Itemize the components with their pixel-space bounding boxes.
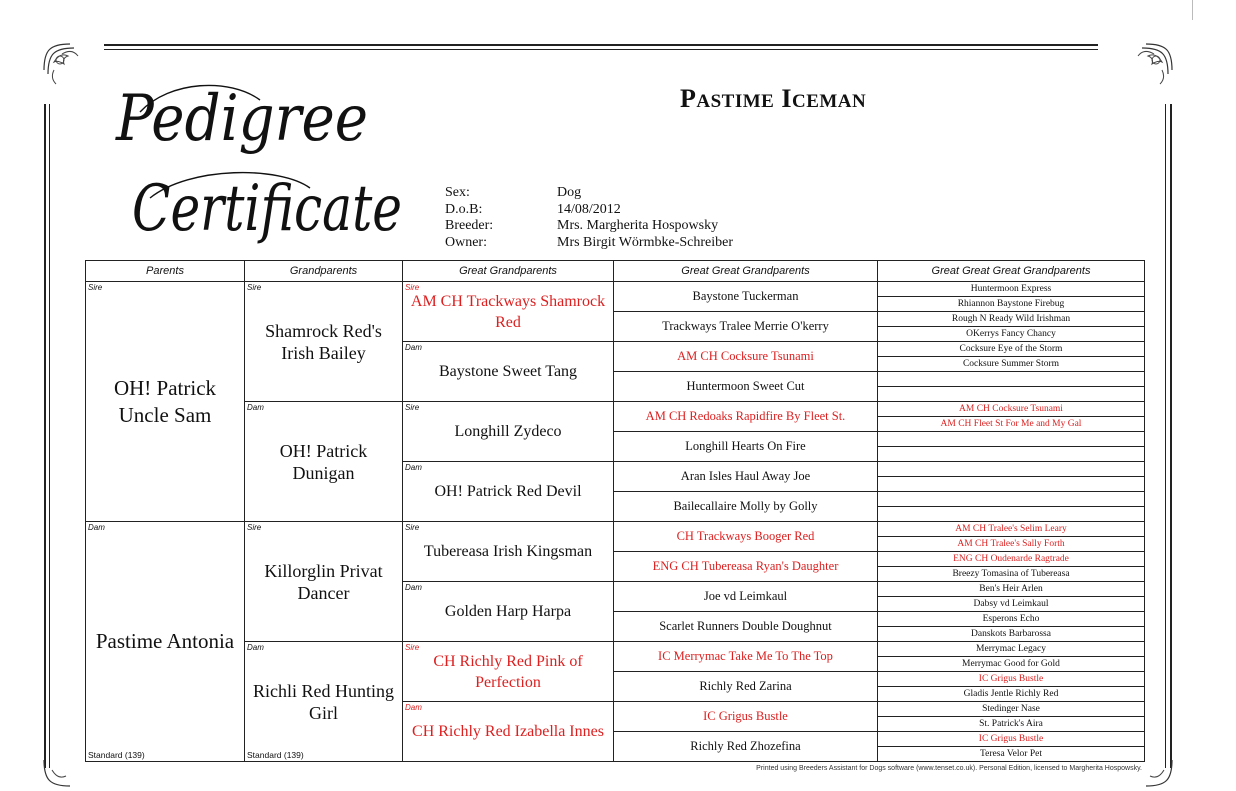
sire-tag: Sire <box>405 403 420 412</box>
great-grandparent-cell <box>403 402 614 462</box>
gg-grandparent-cell-name: ENG CH Tubereasa Ryan's Daughter <box>652 559 839 573</box>
gg-grandparent-cell <box>614 462 878 492</box>
great-grandparent-cell <box>403 642 614 702</box>
ggg-grandparent-cell-name: Cocksure Eye of the Storm <box>959 343 1063 354</box>
gg-grandparent-cell-name: AM CH Redoaks Rapidfire By Fleet St. <box>645 409 846 423</box>
pedigree-header-row <box>86 261 1145 282</box>
script-title-line2: Certificate <box>132 172 402 246</box>
ggg-grandparent-cell <box>878 522 1145 537</box>
parent-cell <box>86 282 245 522</box>
info-row-sex <box>445 185 733 202</box>
corner-ornament-top-right <box>1114 40 1176 102</box>
header-parents: Parents <box>86 261 245 282</box>
standard-label: Standard (139) <box>88 750 145 760</box>
standard-label: Standard (139) <box>247 750 304 760</box>
grandparent-cell-name: Killorglin Privat Dancer <box>264 560 383 603</box>
info-label: Owner: <box>445 234 487 250</box>
ggg-grandparent-cell-name: Breezy Tomasina of Tubereasa <box>952 568 1070 579</box>
ggg-grandparent-cell <box>878 432 1145 447</box>
gg-grandparent-cell-name: IC Grigus Bustle <box>703 709 788 723</box>
ggg-grandparent-cell <box>878 357 1145 372</box>
grandparent-cell <box>245 522 403 642</box>
header-gg-grandparents: Great Great Grandparents <box>614 261 878 282</box>
ggg-grandparent-cell-name: Esperons Echo <box>982 613 1040 624</box>
ggg-grandparent-cell <box>878 672 1145 687</box>
great-grandparent-cell-name: CH Richly Red Izabella Innes <box>412 723 604 740</box>
ggg-grandparent-cell <box>878 552 1145 567</box>
ggg-grandparent-cell <box>878 477 1145 492</box>
gg-grandparent-cell <box>614 342 878 372</box>
parent-cell <box>86 522 245 762</box>
ggg-grandparent-cell <box>878 402 1145 417</box>
info-value: Dog <box>557 185 582 200</box>
dog-name-rest-1: ASTIME <box>696 91 775 112</box>
ggg-grandparent-cell-name: St. Patrick's Aira <box>979 718 1043 729</box>
info-label: Breeder: <box>445 218 494 233</box>
ggg-grandparent-cell-name: AM CH Tralee's Selim Leary <box>955 523 1067 534</box>
ggg-grandparent-cell-name: Merrymac Legacy <box>976 643 1046 654</box>
ggg-grandparent-cell <box>878 732 1145 747</box>
grandparent-cell-name: OH! Patrick Dunigan <box>279 440 368 483</box>
ggg-grandparent-cell <box>878 747 1145 762</box>
header-ggg-grandparents: Great Great Great Grandparents <box>878 261 1145 282</box>
ggg-grandparent-cell <box>878 297 1145 312</box>
gg-grandparent-cell-name: Aran Isles Haul Away Joe <box>680 469 811 483</box>
pedigree-body <box>86 282 1145 762</box>
sire-tag: Sire <box>405 523 420 532</box>
gg-grandparent-cell-name: Richly Red Zarina <box>699 679 792 693</box>
frame-right-line-inner <box>1165 104 1166 768</box>
ggg-grandparent-cell <box>878 687 1145 702</box>
ggg-grandparent-cell-name: Cocksure Summer Storm <box>962 358 1060 369</box>
parent-cell-name: Pastime Antonia <box>95 629 235 653</box>
ggg-grandparent-cell-name: IC Grigus Bustle <box>978 733 1044 744</box>
great-grandparent-cell-name: AM CH Trackways Shamrock Red <box>410 292 606 331</box>
gg-grandparent-cell-name: Baystone Tuckerman <box>692 289 799 303</box>
gg-grandparent-cell <box>614 642 878 672</box>
gg-grandparent-cell-name: Scarlet Runners Double Doughnut <box>659 619 832 633</box>
ggg-grandparent-cell-name: AM CH Tralee's Sally Forth <box>957 538 1065 549</box>
ggg-grandparent-cell-name: IC Grigus Bustle <box>978 673 1044 684</box>
grandparent-cell <box>245 642 403 762</box>
gg-grandparent-cell <box>614 522 878 552</box>
sire-tag: Sire <box>247 523 262 532</box>
ggg-grandparent-cell <box>878 537 1145 552</box>
ggg-grandparent-cell <box>878 567 1145 582</box>
gg-grandparent-cell-name: Bailecallaire Molly by Golly <box>673 499 818 513</box>
ggg-grandparent-cell-name: OKerrys Fancy Chancy <box>966 328 1056 339</box>
grandparent-cell-name: Richli Red Hunting Girl <box>253 680 394 723</box>
great-grandparent-cell-name: OH! Patrick Red Devil <box>434 483 582 500</box>
info-row-dob <box>445 202 733 219</box>
ggg-grandparent-cell <box>878 312 1145 327</box>
ggg-grandparent-cell-name: Stedinger Nase <box>982 703 1040 714</box>
gg-grandparent-cell <box>614 402 878 432</box>
dam-tag: Dam <box>247 403 264 412</box>
printed-by-footer: Printed using Breeders Assistant for Dogs software (www.tenset.co.uk). Personal Edition, licensed to Margherita Hospowsky. <box>756 765 1142 772</box>
gg-grandparent-cell <box>614 312 878 342</box>
sire-tag: Sire <box>247 283 262 292</box>
header-great-grandparents: Great Grandparents <box>403 261 614 282</box>
frame-right-line <box>1170 104 1172 768</box>
page-edge-right <box>1192 0 1193 20</box>
pedigree-certificate-script-title <box>110 70 410 260</box>
great-grandparent-cell <box>403 462 614 522</box>
ggg-grandparent-cell <box>878 342 1145 357</box>
ggg-grandparent-cell <box>878 327 1145 342</box>
gg-grandparent-cell <box>614 612 878 642</box>
frame-left-line-inner <box>49 104 50 768</box>
info-row-owner <box>445 235 733 252</box>
gg-grandparent-cell <box>614 672 878 702</box>
gg-grandparent-cell <box>614 372 878 402</box>
ggg-grandparent-cell-name: AM CH Cocksure Tsunami <box>959 403 1063 414</box>
ggg-grandparent-cell-name: Danskots Barbarossa <box>971 628 1051 639</box>
info-value: Mrs Birgit Wörmbke-Schreiber <box>557 234 734 250</box>
ggg-grandparent-cell <box>878 387 1145 402</box>
ggg-grandparent-cell <box>878 507 1145 522</box>
frame-top-line <box>104 44 1098 46</box>
gg-grandparent-cell <box>614 702 878 732</box>
gg-grandparent-cell-name: CH Trackways Booger Red <box>676 529 815 543</box>
ggg-grandparent-cell <box>878 582 1145 597</box>
grandparent-cell <box>245 402 403 522</box>
great-grandparent-cell <box>403 702 614 762</box>
great-grandparent-cell <box>403 282 614 342</box>
great-grandparent-cell-name: CH Richly Red Pink of Perfection <box>433 652 583 691</box>
ggg-grandparent-cell <box>878 642 1145 657</box>
dog-name-title <box>680 84 866 114</box>
header-grandparents: Grandparents <box>245 261 403 282</box>
dog-name-rest-2: CEMAN <box>791 91 867 112</box>
frame-left-line <box>44 104 46 768</box>
gg-grandparent-cell-name: IC Merrymac Take Me To The Top <box>658 649 833 663</box>
info-label: D.o.B: <box>445 201 483 217</box>
dam-tag: Dam <box>405 463 422 472</box>
ggg-grandparent-cell <box>878 597 1145 612</box>
ggg-grandparent-cell-name: Dabsy vd Leimkaul <box>973 598 1049 609</box>
ggg-grandparent-cell <box>878 447 1145 462</box>
gg-grandparent-cell-name: Huntermoon Sweet Cut <box>686 379 805 393</box>
ggg-grandparent-cell <box>878 492 1145 507</box>
great-grandparent-cell-name: Golden Harp Harpa <box>444 603 572 620</box>
dam-tag: Dam <box>247 643 264 652</box>
great-grandparent-cell-name: Baystone Sweet Tang <box>438 363 578 380</box>
gg-grandparent-cell <box>614 282 878 312</box>
gg-grandparent-cell-name: Richly Red Zhozefina <box>690 739 801 753</box>
ggg-grandparent-cell <box>878 612 1145 627</box>
pedigree-table <box>85 260 1145 762</box>
corner-ornament-top-left <box>40 40 102 102</box>
gg-grandparent-cell <box>614 732 878 762</box>
pedigree-row <box>86 522 1145 537</box>
ggg-grandparent-cell-name: Huntermoon Express <box>970 283 1052 294</box>
ggg-grandparent-cell <box>878 702 1145 717</box>
gg-grandparent-cell <box>614 492 878 522</box>
grandparent-cell-name: Shamrock Red's Irish Bailey <box>265 320 382 363</box>
great-grandparent-cell-name: Tubereasa Irish Kingsman <box>423 543 593 560</box>
gg-grandparent-cell-name: Joe vd Leimkaul <box>703 589 788 603</box>
ggg-grandparent-cell <box>878 657 1145 672</box>
great-grandparent-cell-name: Longhill Zydeco <box>454 423 562 440</box>
dam-tag: Dam <box>405 703 422 712</box>
ggg-grandparent-cell-name: Ben's Heir Arlen <box>979 583 1043 594</box>
dam-tag: Dam <box>405 583 422 592</box>
ggg-grandparent-cell <box>878 627 1145 642</box>
ggg-grandparent-cell-name: Rough N Ready Wild Irishman <box>951 313 1071 324</box>
ggg-grandparent-cell <box>878 717 1145 732</box>
parent-cell-name: OH! Patrick Uncle Sam <box>113 375 217 427</box>
gg-grandparent-cell <box>614 432 878 462</box>
ggg-grandparent-cell-name: Rhiannon Baystone Firebug <box>957 298 1065 309</box>
great-grandparent-cell <box>403 522 614 582</box>
ggg-grandparent-cell-name: Merrymac Good for Gold <box>962 658 1060 669</box>
gg-grandparent-cell-name: Longhill Hearts On Fire <box>685 439 806 453</box>
info-label: Sex: <box>445 185 470 200</box>
pedigree-row <box>86 282 1145 297</box>
ggg-grandparent-cell-name: AM CH Fleet St For Me and My Gal <box>940 418 1082 429</box>
dog-name-initial-1: P <box>680 84 697 113</box>
info-value: 14/08/2012 <box>557 201 621 217</box>
ggg-grandparent-cell-name: Teresa Velor Pet <box>980 748 1042 759</box>
sire-tag: Sire <box>88 283 103 292</box>
pedigree-row <box>86 402 1145 417</box>
script-title-line1: Pedigree <box>115 82 369 156</box>
ggg-grandparent-cell <box>878 282 1145 297</box>
great-grandparent-cell <box>403 342 614 402</box>
info-row-breeder <box>445 218 733 235</box>
gg-grandparent-cell-name: Trackways Tralee Merrie O'kerry <box>662 319 829 333</box>
gg-grandparent-cell <box>614 582 878 612</box>
dog-info-block <box>445 185 733 251</box>
pedigree-row <box>86 642 1145 657</box>
great-grandparent-cell <box>403 582 614 642</box>
grandparent-cell <box>245 282 403 402</box>
ggg-grandparent-cell <box>878 372 1145 387</box>
dam-tag: Dam <box>88 523 105 532</box>
frame-top-line-inner <box>104 49 1098 50</box>
info-value: Mrs. Margherita Hospowsky <box>557 218 719 233</box>
ggg-grandparent-cell-name: ENG CH Oudenarde Ragtrade <box>953 553 1069 564</box>
dog-name-initial-2: I <box>781 84 792 113</box>
gg-grandparent-cell <box>614 552 878 582</box>
ggg-grandparent-cell <box>878 462 1145 477</box>
sire-tag: Sire <box>405 283 420 292</box>
ggg-grandparent-cell <box>878 417 1145 432</box>
dam-tag: Dam <box>405 343 422 352</box>
ggg-grandparent-cell-name: Gladis Jentle Richly Red <box>963 688 1059 699</box>
gg-grandparent-cell-name: AM CH Cocksure Tsunami <box>677 349 814 363</box>
sire-tag: Sire <box>405 643 420 652</box>
